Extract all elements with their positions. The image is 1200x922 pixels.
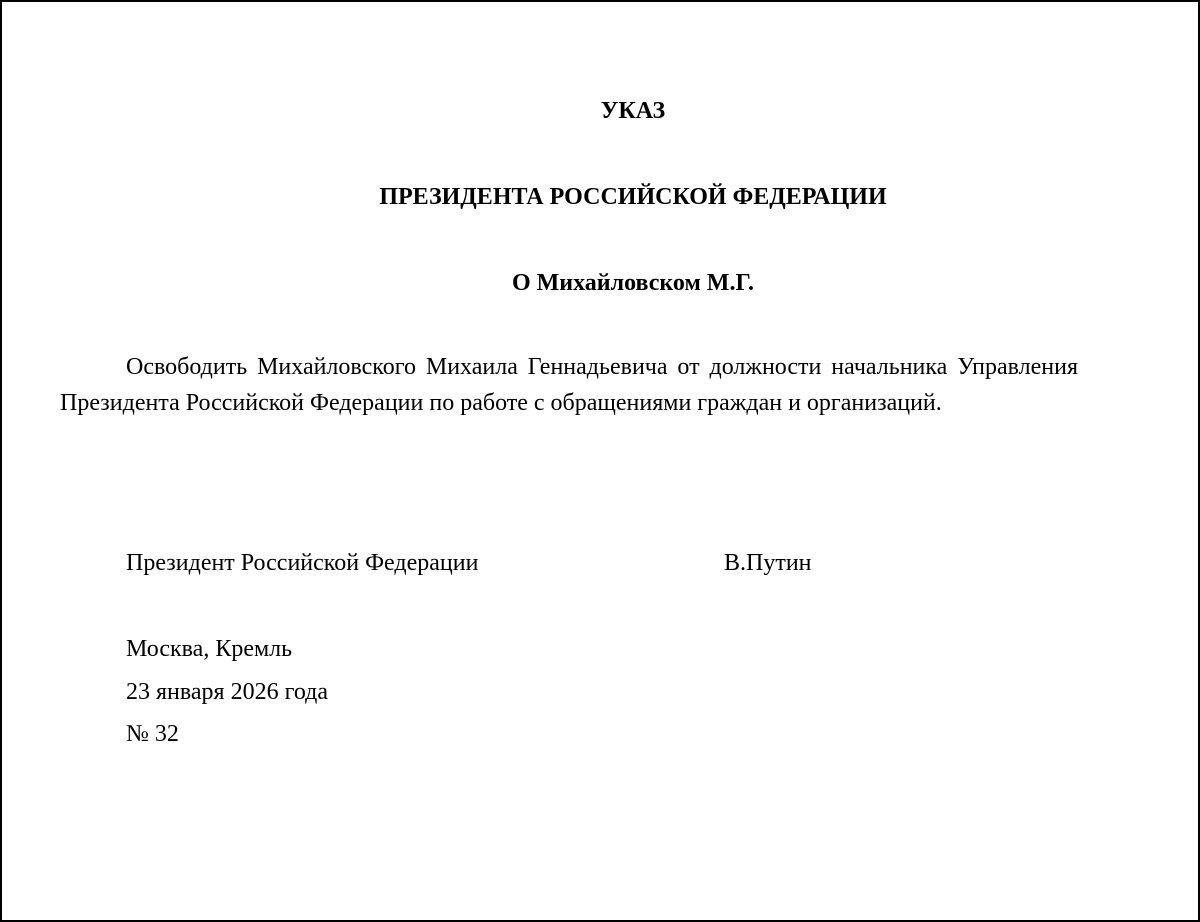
document-number: № 32 [126, 721, 179, 747]
signature-name: В.Путин [724, 550, 812, 576]
document-place: Москва, Кремль [126, 636, 293, 662]
document-body-paragraph: Освободить Михайловского Михаила Геннадьевича от должности начальника Управления Президента Российской Федерации по работе с обращениями граждан и организаций. [60, 354, 1078, 416]
document-date: 23 января 2026 года [126, 679, 329, 705]
document-type-title: УКАЗ [600, 98, 666, 124]
document-issuer-title: ПРЕЗИДЕНТА РОССИЙСКОЙ ФЕДЕРАЦИИ [379, 184, 887, 210]
document-subject-title: О Михайловском М.Г. [511, 270, 755, 296]
signature-position: Президент Российской Федерации [126, 550, 479, 576]
